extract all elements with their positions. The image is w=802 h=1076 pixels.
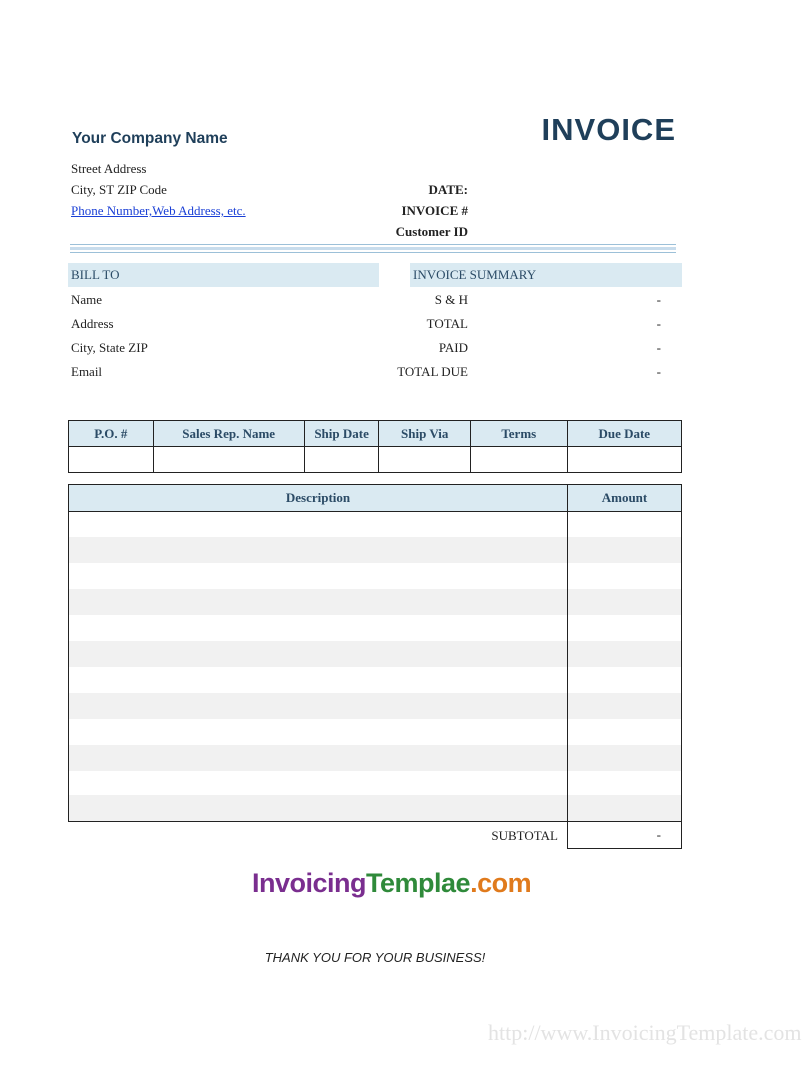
customer-id-label: Customer ID — [395, 224, 468, 239]
summary-label-total: TOTAL — [426, 316, 468, 331]
invoice-number-label: INVOICE # — [401, 203, 468, 218]
amount-header: Amount — [601, 490, 648, 505]
column-divider — [567, 485, 568, 821]
watermark-url: http://www.InvoicingTemplate.com — [488, 1020, 802, 1045]
bill-to-address: Address — [71, 316, 114, 331]
order-info-table — [68, 420, 682, 473]
ship-date-header: Ship Date — [304, 421, 379, 447]
due-date-cell[interactable] — [567, 447, 681, 473]
due-date-header: Due Date — [567, 421, 681, 447]
divider-line — [70, 247, 676, 250]
terms-cell[interactable] — [470, 447, 567, 473]
po-cell[interactable] — [69, 447, 154, 473]
bill-to-header: BILL TO — [68, 263, 379, 287]
summary-value-paid: - — [656, 340, 661, 355]
items-header-row — [69, 485, 681, 512]
summary-label-paid: PAID — [438, 340, 468, 355]
street-address: Street Address — [71, 161, 147, 176]
table-row[interactable] — [69, 795, 681, 821]
invoice-summary-header: INVOICE SUMMARY — [410, 263, 682, 287]
summary-value-total: - — [656, 316, 661, 331]
summary-value-total-due: - — [656, 364, 661, 379]
ship-via-header: Ship Via — [379, 421, 471, 447]
sales-rep-header: Sales Rep. Name — [153, 421, 304, 447]
table-row[interactable] — [69, 641, 681, 667]
logo-part-1: Invoicing — [252, 868, 367, 898]
divider-line — [70, 244, 676, 245]
ship-date-cell[interactable] — [304, 447, 379, 473]
summary-label-total-due: TOTAL DUE — [397, 364, 468, 379]
table-row[interactable] — [69, 537, 681, 563]
sales-rep-cell[interactable] — [153, 447, 304, 473]
po-header: P.O. # — [69, 421, 154, 447]
document-title: INVOICE — [541, 112, 676, 147]
date-label: DATE: — [428, 182, 468, 197]
table-row[interactable] — [69, 589, 681, 615]
bill-to-email: Email — [71, 364, 103, 379]
thank-you-note: THANK YOU FOR YOUR BUSINESS! — [264, 950, 486, 965]
logo-part-3: .com — [470, 868, 532, 898]
ship-via-cell[interactable] — [379, 447, 471, 473]
bill-to-name: Name — [71, 292, 103, 307]
subtotal-value: - — [567, 822, 682, 849]
city-zip: City, ST ZIP Code — [71, 182, 167, 197]
contact-link[interactable]: Phone Number,Web Address, etc. — [71, 203, 246, 218]
summary-value-sh: - — [656, 292, 661, 307]
description-header: Description — [285, 490, 351, 505]
invoicing-template-logo — [252, 868, 531, 899]
table-row[interactable] — [69, 693, 681, 719]
subtotal-label: SUBTOTAL — [491, 828, 558, 843]
logo-part-2: Templae — [366, 868, 471, 898]
summary-label-sh: S & H — [434, 292, 468, 307]
terms-header: Terms — [470, 421, 567, 447]
bill-to-city: City, State ZIP — [71, 340, 148, 355]
company-name: Your Company Name — [72, 130, 228, 147]
divider-line — [70, 252, 676, 253]
table-row[interactable] — [69, 745, 681, 771]
line-items-table — [68, 484, 682, 822]
